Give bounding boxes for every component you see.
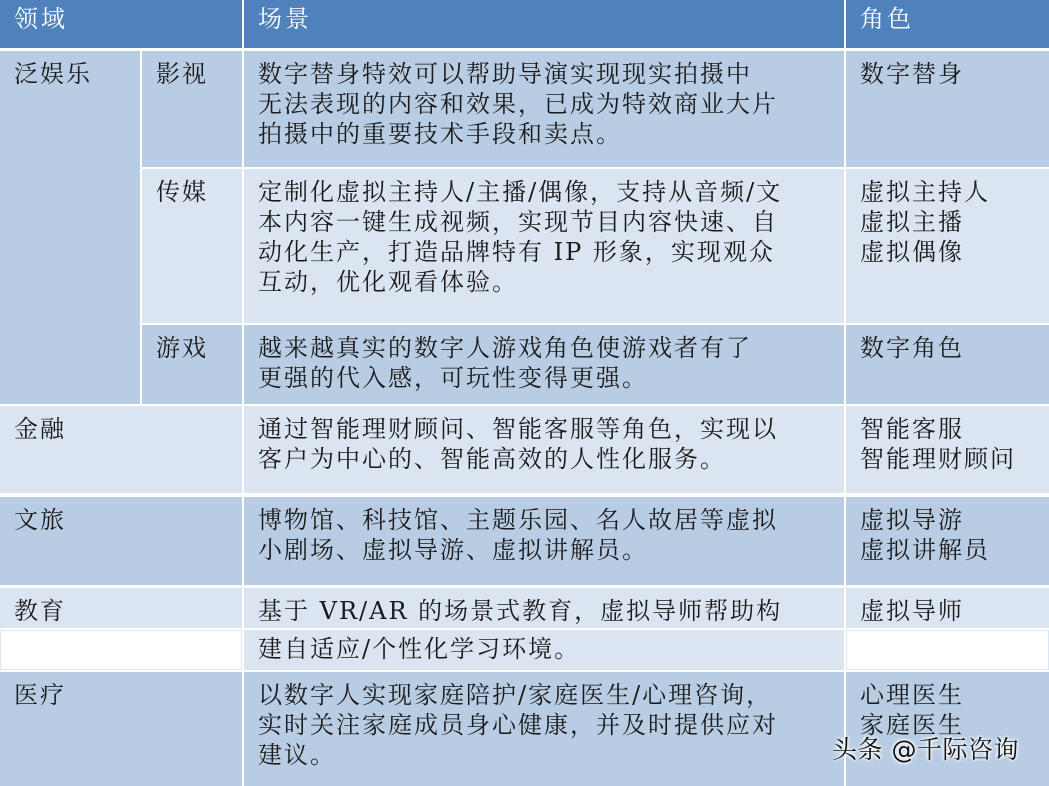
domain-education-cont <box>0 630 242 670</box>
sub-film: 影视 <box>142 51 242 167</box>
domain-education: 教育 <box>0 588 242 628</box>
scene-tourism: 博物馆、科技馆、主题乐园、名人故居等虚拟 小剧场、虚拟导游、虚拟讲解员。 <box>244 497 844 585</box>
role-education: 虚拟导师 <box>846 588 1049 628</box>
role-medical: 心理医生 家庭医生 <box>846 672 1049 786</box>
scene-game: 越来越真实的数字人游戏角色使游戏者有了 更强的代入感，可玩性变得更强。 <box>244 325 844 404</box>
watermark: 头条 @千际咨询 <box>832 735 1019 764</box>
scene-education-line1: 基于 VR/AR 的场景式教育，虚拟导师帮助构 <box>244 588 844 628</box>
scene-film: 数字替身特效可以帮助导演实现现实拍摄中 无法表现的内容和效果，已成为特效商业大片 拍摄中的重要技术手段和卖点。 <box>244 51 844 167</box>
scene-media: 定制化虚拟主持人/主播/偶像，支持从音频/文 本内容一键生成视频，实现节目内容快速、自 动化生产，打造品牌特有 IP 形象，实现观众 互动，优化观看体验。 <box>244 169 844 323</box>
domain-tourism: 文旅 <box>0 497 242 585</box>
header-domain: 领域 <box>0 0 242 48</box>
role-media: 虚拟主持人 虚拟主播 虚拟偶像 <box>846 169 1049 323</box>
sub-game: 游戏 <box>142 325 242 404</box>
role-education-cont <box>846 630 1049 670</box>
header-scene: 场景 <box>244 0 844 48</box>
scene-finance: 通过智能理财顾问、智能客服等角色，实现以 客户为中心的、智能高效的人性化服务。 <box>244 406 844 493</box>
domain-entertainment: 泛娱乐 <box>0 51 140 404</box>
scene-education-line2: 建自适应/个性化学习环境。 <box>244 630 844 670</box>
role-finance: 智能客服 智能理财顾问 <box>846 406 1049 493</box>
role-film: 数字替身 <box>846 51 1049 167</box>
domain-finance: 金融 <box>0 406 242 493</box>
domain-medical: 医疗 <box>0 672 242 786</box>
role-tourism: 虚拟导游 虚拟讲解员 <box>846 497 1049 585</box>
sub-media: 传媒 <box>142 169 242 323</box>
role-game: 数字角色 <box>846 325 1049 404</box>
scene-medical: 以数字人实现家庭陪护/家庭医生/心理咨询， 实时关注家庭成员身心健康，并及时提供应对 建议。 <box>244 672 844 786</box>
header-role: 角色 <box>846 0 1049 48</box>
